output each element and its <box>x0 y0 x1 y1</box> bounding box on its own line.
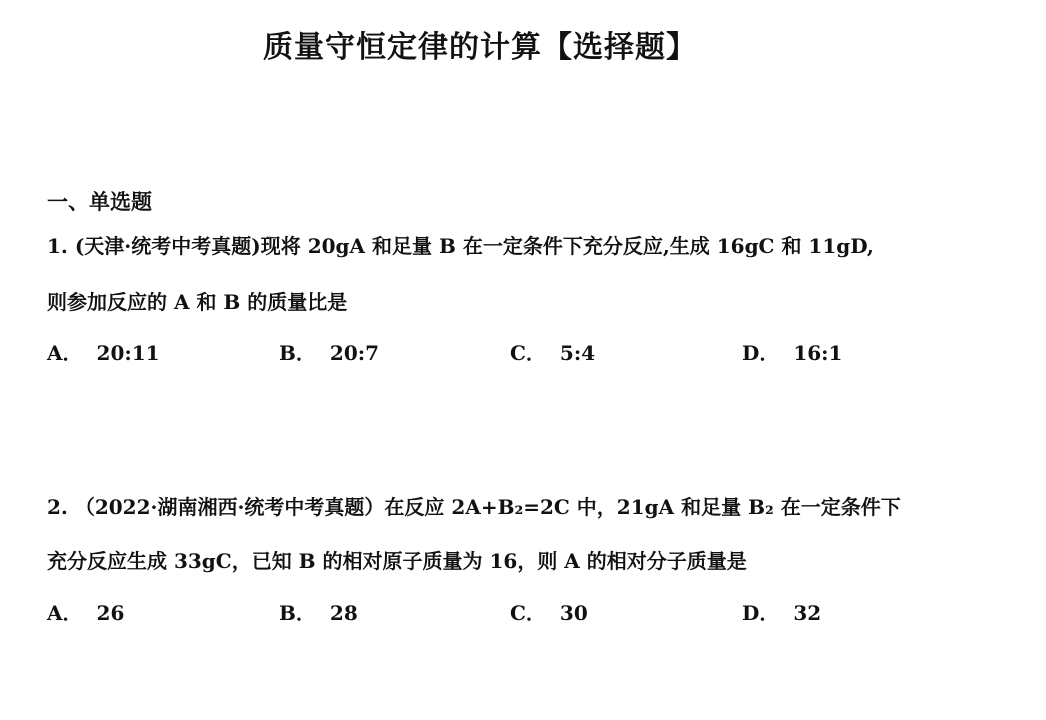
question-1-option-c <box>510 337 595 366</box>
question-1-line-1: 1. (天津·统考中考真题)现将 20gA 和足量 B 在一定条件下充分反应,生成 16gC 和 11gD, <box>47 234 874 258</box>
page-title: 质量守恒定律的计算【选择题】 <box>263 30 697 65</box>
question-1-option-d <box>742 337 842 366</box>
question-2-line-2: 充分反应生成 33gC，已知 B 的相对原子质量为 16，则 A 的相对分子质量是 <box>47 549 747 573</box>
option-letter: B． <box>279 341 316 365</box>
option-letter: A． <box>47 601 83 625</box>
question-2-line-1: 2. （2022·湖南湘西·统考中考真题）在反应 2A+B₂=2C 中，21gA 和足量 B₂ 在一定条件下 <box>47 495 901 519</box>
option-letter: C． <box>510 601 546 625</box>
option-text: 32 <box>793 601 822 625</box>
option-letter: D． <box>742 601 780 625</box>
option-text: 28 <box>329 601 358 625</box>
question-2-option-c <box>510 597 588 626</box>
question-1-option-a <box>47 337 160 366</box>
option-letter: A． <box>47 341 83 365</box>
question-2-option-a <box>47 597 124 626</box>
option-text: 26 <box>96 601 125 625</box>
question-2-option-b <box>279 597 358 626</box>
question-1-option-b <box>279 337 379 366</box>
option-letter: B． <box>279 601 316 625</box>
option-text: 5:4 <box>559 341 596 365</box>
option-text: 16:1 <box>793 341 843 365</box>
option-text: 20:11 <box>96 341 160 365</box>
option-letter: D． <box>742 341 780 365</box>
section-heading: 一、单选题 <box>47 190 152 214</box>
option-letter: C． <box>510 341 546 365</box>
option-text: 30 <box>559 601 588 625</box>
question-2-option-d <box>742 597 821 626</box>
question-1-line-2: 则参加反应的 A 和 B 的质量比是 <box>47 290 348 314</box>
option-text: 20:7 <box>329 341 380 365</box>
